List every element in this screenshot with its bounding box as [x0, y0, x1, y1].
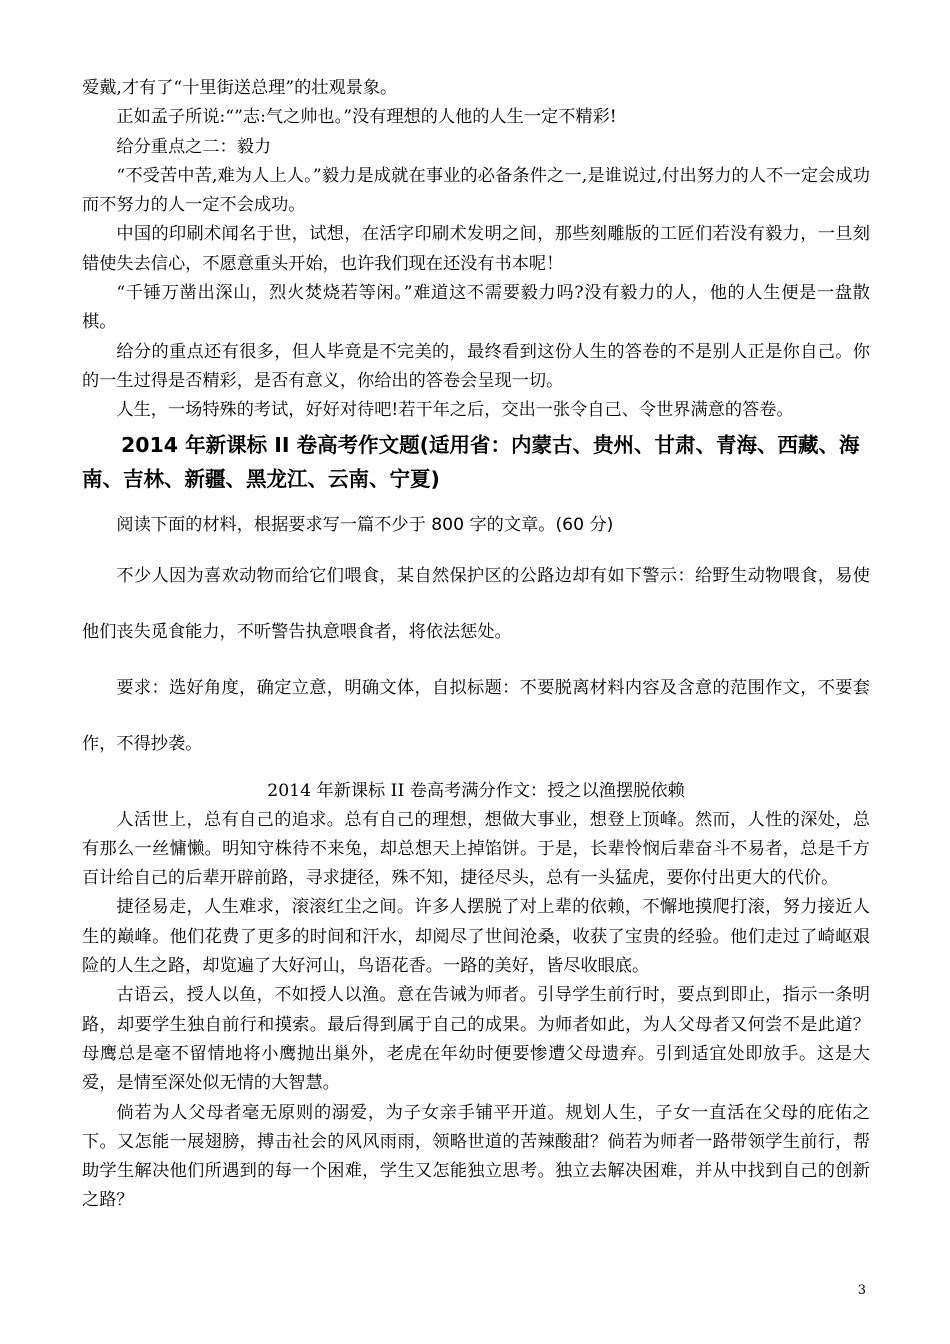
- paragraph: “不受苦中苦,难为人上人。”毅力是成就在事业的必备条件之一,是谁说过,付出努力的人不一定会成功而不努力的人一定不会成功。: [82, 165, 870, 216]
- paragraph: 爱戴,才有了“十里街送总理”的壮观景象。: [82, 78, 398, 98]
- page-number: 3: [857, 1283, 866, 1298]
- essay-body: [82, 806, 870, 1216]
- exam-material: 不少人因为喜欢动物而给它们喂食，某自然保护区的公路边却有如下警示：给野生动物喂食，易使他们丧失觅食能力，不听警告执意喂食者，将依法惩处。: [82, 565, 870, 642]
- paragraph: 古语云，授人以鱼，不如授人以渔。意在告诫为师者。引导学生前行时，要点到即止，指示一条明路，却要学生独自前行和摸索。最后得到属于自己的成果。为师者如此，为人父母者又何尝不是此道？母鹰总是毫不留情地将小鹰抛出巢外，老虎在年幼时便要惨遭父母遗弃。引到适宜处即放手。这是大爱，是情至深处似无情的大智慧。: [82, 985, 870, 1094]
- paragraph: “千锤万凿出深山，烈火焚烧若等闲。”难道这不需要毅力吗?没有毅力的人，他的人生便是一盘散棋。: [82, 283, 870, 333]
- document-page: [82, 74, 870, 1216]
- essay-title: 2014 年新课标 II 卷高考满分作文：授之以渔摆脱依赖: [267, 780, 685, 801]
- paragraph: 倘若为人父母者毫无原则的溺爱，为子女亲手铺平开道。规划人生，子女一直活在父母的庇佑之下。又怎能一展翅膀，搏击社会的风风雨雨，领略世道的苦辣酸甜？倘若为师者一路带领学生前行，帮助学生解决他们所遇到的每一个困难，学生又怎能独立思考。独立去解决困难，并从中找到自己的创新之路？: [82, 1102, 870, 1211]
- paragraph: 中国的印刷术闻名于世，试想，在活字印刷术发明之间，那些刻雕版的工匠们若没有毅力，一旦刻错使失去信心，不愿意重头开始，也许我们现在还没有书本呢！: [82, 224, 870, 274]
- paragraph: 正如孟子所说:“”志:气之帅也。”没有理想的人他的人生一定不精彩!: [116, 107, 617, 128]
- section-subheading: 给分重点之二：毅力: [116, 136, 272, 157]
- paragraph: 给分的重点还有很多，但人毕竟是不完美的，最终看到这份人生的答卷的不是别人正是你自己。你的一生过得是否精彩，是否有意义，你给出的答卷会呈现一切。: [82, 341, 870, 391]
- exam-instruction: 阅读下面的材料，根据要求写一篇不少于 800 字的文章。(60 分): [116, 514, 614, 535]
- paragraph: 人生，一场特殊的考试，好好对待吧!若干年之后，交出一张令自己、令世界满意的答卷。: [116, 400, 794, 421]
- paragraph: 捷径易走，人生难求，滚滚红尘之间。许多人摆脱了对上辈的依赖，不懈地摸爬打滚，努力接近人生的巅峰。他们花费了更多的时间和汗水，却阅尽了世间沧桑，收获了宝贵的经验。他们走过了崎岖艰险的人生之路，却览遍了大好河山，鸟语花香。一路的美好，皆尽收眼底。: [82, 897, 870, 977]
- exam-requirements: 要求：选好角度，确定立意，明确文体，自拟标题：不要脱离材料内容及含意的范围作文，不要套作，不得抄袭。: [82, 677, 870, 754]
- paragraph: 人活世上，总有自己的追求。总有自己的理想，想做大事业，想登上顶峰。然而，人性的深处，总有那么一丝慵懒。明知守株待不来兔，却总想天上掉馅饼。于是，长辈怜悯后辈奋斗不易者，总是千方百计给自己的后辈开辟前路，寻求捷径，殊不知，捷径尽头，总有一头猛虎，要你付出更大的代价。: [82, 809, 870, 889]
- exam-prompt-section: [82, 510, 870, 772]
- intro-section: [82, 74, 870, 426]
- exam-heading: 2014 年新课标 II 卷高考作文题(适用省：内蒙古、贵州、甘肃、青海、西藏、海南、吉林、新疆、黑龙江、云南、宁夏): [82, 432, 860, 491]
